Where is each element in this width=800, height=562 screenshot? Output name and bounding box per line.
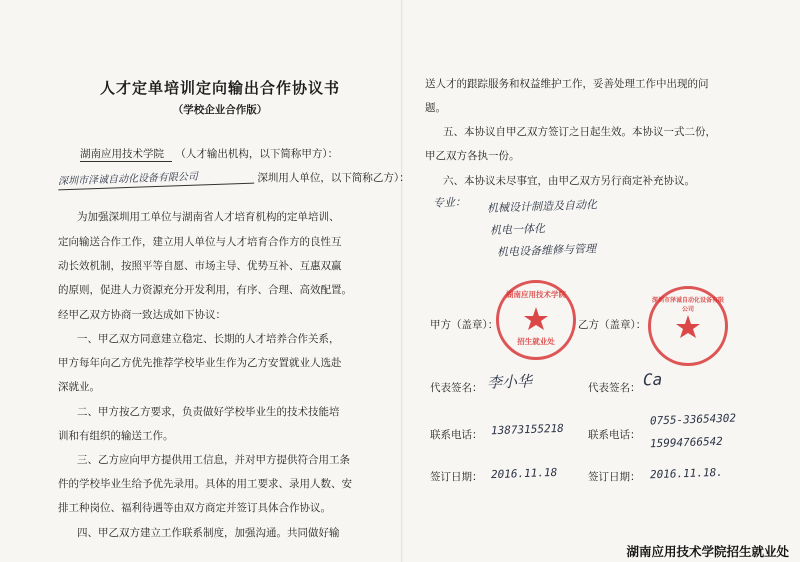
party-b-seal-top-text: 深圳市泽诚自动化设备有限公司	[651, 297, 724, 313]
rep-signature-b: Ca	[642, 369, 663, 390]
party-b-line	[58, 171, 410, 187]
rep-signature-a: 李小华	[486, 372, 533, 392]
left-paragraph-line: 定向输送合作工作，建立用人单位与人才培育合作方的良性互	[58, 236, 342, 248]
date-label-a: 签订日期：	[430, 471, 483, 483]
major-item: 机电设备维修与管理	[496, 242, 597, 259]
left-paragraph-line: 一、甲乙双方同意建立稳定、长期的人才培养合作关系，	[77, 333, 340, 345]
right-paragraph-line: 五、本协议自甲乙双方签订之日起生效。本协议一式二份，	[443, 126, 716, 138]
right-paragraph-line: 题。	[425, 102, 446, 114]
left-paragraph-line: 二、甲方按乙方要求，负责做好学校毕业生的技术技能培	[77, 406, 340, 418]
party-b-suffix: 深圳用人单位，以下简称乙方）：	[257, 172, 410, 184]
majors-label: 专业：	[432, 195, 467, 210]
left-paragraph-line: 四、甲乙双方建立工作联系制度，加强沟通。共同做好输	[77, 527, 340, 539]
left-paragraph-line: 训和有组织的输送工作。	[58, 430, 174, 442]
left-paragraph-line: 件的学校毕业生给予优先录用。具体的用工要求、录用人数、安	[58, 478, 352, 490]
date-a: 2016.11.18	[490, 465, 558, 482]
date-b: 2016.11.18.	[649, 465, 724, 482]
party-a-suffix: （人才输出机构，以下简称甲方）：	[175, 148, 339, 160]
major-item: 机械设计制造及自动化	[486, 198, 598, 215]
right-paragraph-line: 送人才的跟踪服务和权益维护工作，妥善处理工作中出现的问	[425, 78, 709, 90]
left-paragraph-line: 经甲乙双方协商一致达成如下协议：	[58, 309, 226, 321]
party-a-seal-bottom-text: 招生就业处	[517, 337, 555, 346]
party-a-seal-top-text: 湖南应用技术学院	[506, 290, 566, 299]
document-title: 人才定单培训定向输出合作协议书	[99, 79, 340, 97]
date-label-b: 签订日期：	[588, 471, 641, 483]
left-paragraph-line: 为加强深圳用工单位与湖南省人才培育机构的定单培训、	[77, 211, 340, 223]
major-item: 机电一体化	[489, 222, 546, 237]
page-fold	[401, 0, 403, 562]
party-a-seal	[496, 280, 576, 360]
left-paragraph-line: 甲方每年向乙方优先推荐学校毕业生作为乙方安置就业人选赴	[58, 357, 342, 369]
phone-a: 13873155218	[490, 421, 565, 438]
party-a-line	[80, 147, 338, 162]
party-a-name: 湖南应用技术学院	[80, 147, 172, 162]
footer-caption: 湖南应用技术学院招生就业处	[626, 544, 789, 559]
phone-label-b: 联系电话：	[588, 429, 641, 441]
rep-label-b: 代表签名：	[588, 382, 641, 394]
phone-label-a: 联系电话：	[430, 429, 483, 441]
left-paragraph-line: 深就业。	[58, 381, 100, 393]
party-b-name: 深圳市泽诚自动化设备有限公司	[58, 169, 254, 191]
right-paragraph-line: 六、本协议未尽事宜，由甲乙双方另行商定补充协议。	[443, 175, 695, 187]
left-paragraph-line: 排工种岗位、福利待遇等由双方商定并签订具体合作协议。	[58, 502, 331, 514]
party-b-seal	[648, 286, 728, 366]
left-paragraph-line: 三、乙方应向甲方提供用工信息，并对甲方提供符合用工条	[77, 454, 350, 466]
left-paragraph-line: 动长效机制，按照平等自愿、市场主导、优势互补、互惠双赢	[58, 260, 342, 272]
phone-b-1: 0755-33654302	[649, 411, 737, 428]
party-b-seal-label: 乙方（盖章）：	[578, 319, 647, 331]
document-subtitle: （学校企业合作版）	[172, 104, 268, 116]
phone-b-2: 15994766542	[649, 434, 724, 451]
rep-label-a: 代表签名：	[430, 382, 483, 394]
right-paragraph-line: 甲乙双方各执一份。	[425, 150, 520, 162]
left-paragraph-line: 的原则，促进人力资源充分开发利用，有序、合理、高效配置。	[58, 284, 352, 296]
party-a-seal-label: 甲方（盖章）：	[430, 319, 499, 331]
